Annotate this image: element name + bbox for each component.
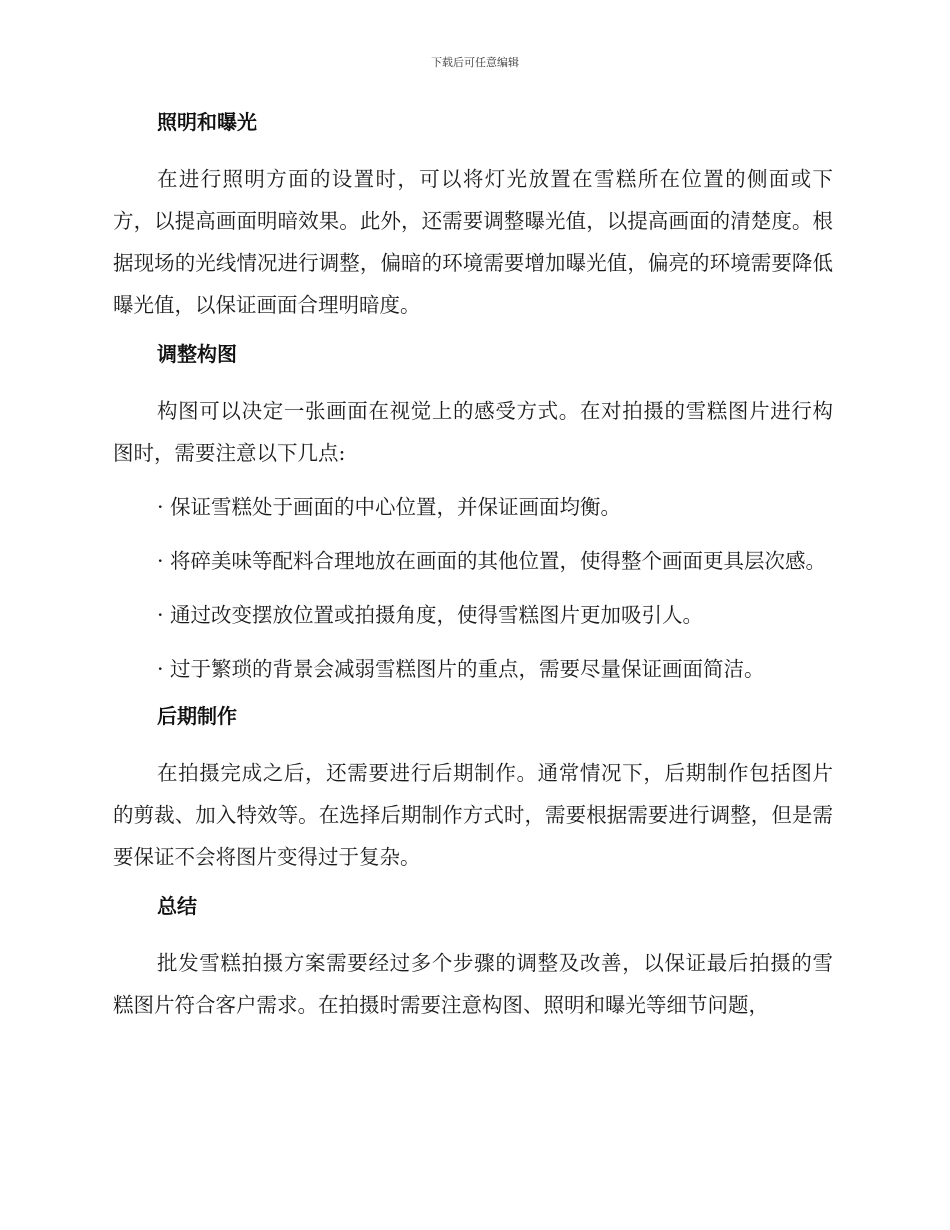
- paragraph-summary: 批发雪糕拍摄方案需要经过多个步骤的调整及改善，以保证最后拍摄的雪糕图片符合客户需求。在拍摄时需要注意构图、照明和曝光等细节问题，: [113, 951, 833, 1017]
- section-heading-lighting: 照明和曝光: [157, 110, 257, 134]
- paragraph-composition: 构图可以决定一张画面在视觉上的感受方式。在对拍摄的雪糕图片进行构图时，需要注意以下几点:: [113, 399, 833, 465]
- bullet-item: · 过于繁琐的背景会减弱雪糕图片的重点，需要尽量保证画面简洁。: [157, 657, 765, 681]
- bullet-item: · 通过改变摆放位置或拍摄角度，使得雪糕图片更加吸引人。: [157, 603, 704, 627]
- header-note: 下载后可任意编辑: [431, 56, 519, 69]
- paragraph-lighting: 在进行照明方面的设置时，可以将灯光放置在雪糕所在位置的侧面或下方，以提高画面明暗效果。此外，还需要调整曝光值，以提高画面的清楚度。根据现场的光线情况进行调整，偏暗的环境需要增加曝光值，偏亮的环境需要降低曝光值，以保证画面合理明暗度。: [113, 167, 833, 317]
- bullet-item: · 将碎美味等配料合理地放在画面的其他位置，使得整个画面更具层次感。: [157, 549, 827, 573]
- paragraph-post: 在拍摄完成之后，还需要进行后期制作。通常情况下，后期制作包括图片的剪裁、加入特效等。在选择后期制作方式时，需要根据需要进行调整，但是需要保证不会将图片变得过于复杂。: [113, 761, 833, 869]
- document-body: [113, 108, 833, 1038]
- section-heading-summary: 总结: [157, 894, 197, 918]
- bullet-item: · 保证雪糕处于画面的中心位置，并保证画面均衡。: [157, 495, 622, 519]
- section-heading-post: 后期制作: [157, 704, 237, 728]
- section-heading-composition: 调整构图: [157, 342, 237, 366]
